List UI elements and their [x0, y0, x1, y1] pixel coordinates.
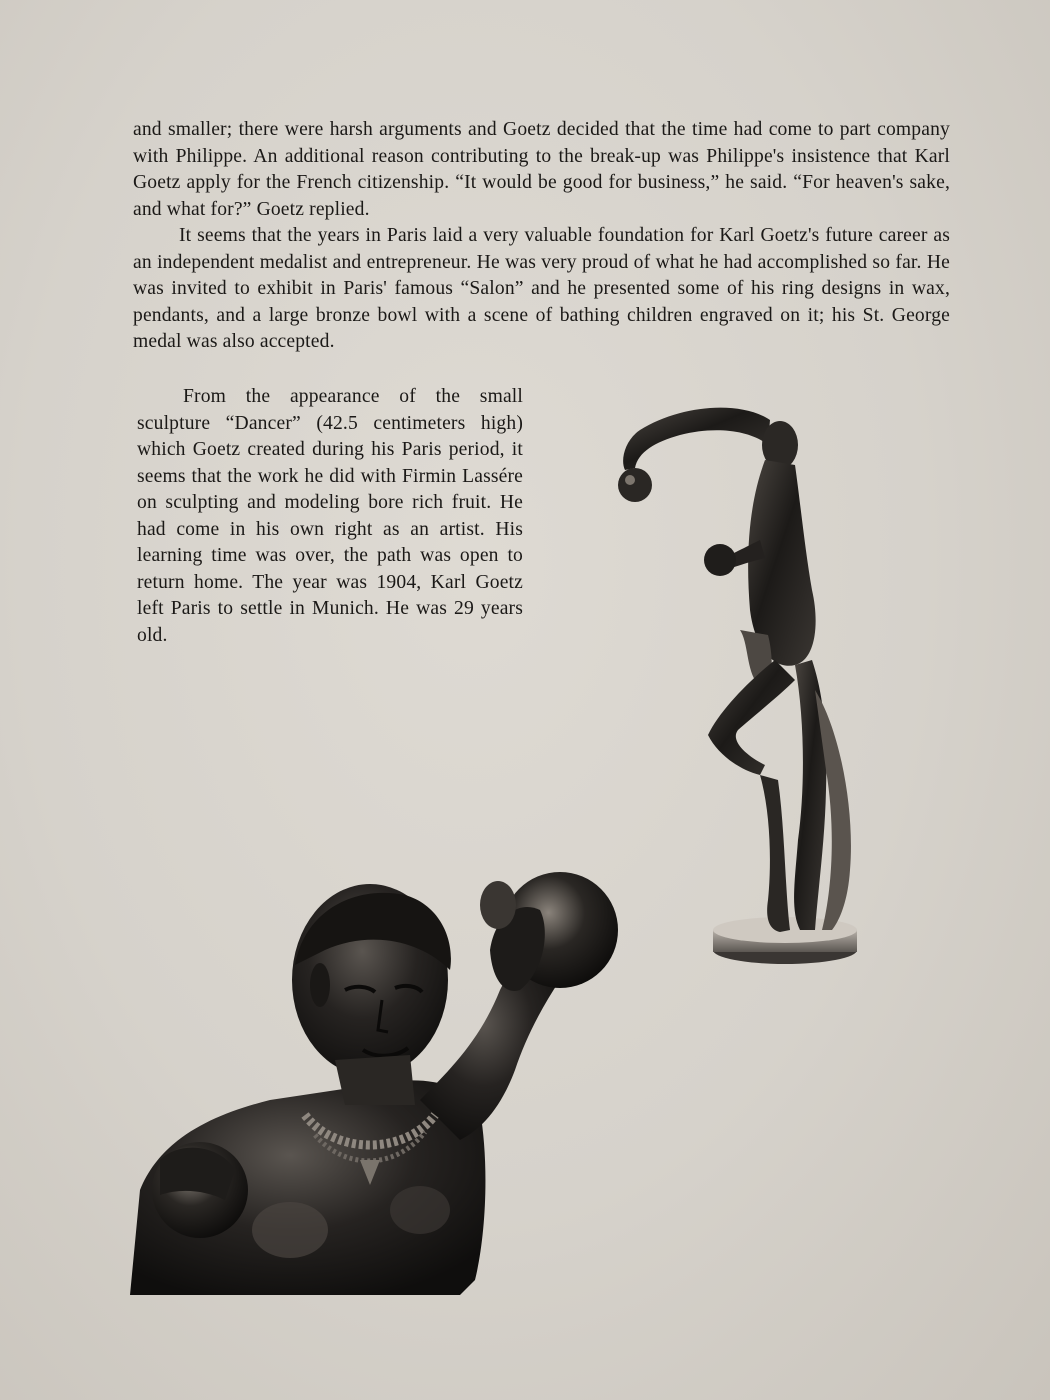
- dancer-detail-photo: [120, 870, 640, 1300]
- paragraph-3: From the appearance of the small sculpture “Dancer” (42.5 centimeters high) which Goetz created during his Paris period, it seems that the work he did with Firmin Lassére on sculpting and modeling bore rich fruit. He had come in his own right as an artist. His learning time was over, the path was open to return home. The year was 1904, Karl Goetz left Paris to settle in Munich. He was 29 years old.: [137, 386, 523, 646]
- paragraph-2: It seems that the years in Paris laid a very valuable foundation for Karl Goetz's future career as an independent medalist and entrepreneur. He was very proud of what he had accomplished so far. He was invited to exhibit in Paris' famous “Salon” and he presented some of his ring designs in wax, pendants, and a large bronze bowl with a scene of bathing children engraved on it; his St. George medal was also accepted.: [133, 225, 950, 352]
- paragraph-1: and smaller; there were harsh arguments and Goetz decided that the time had come to part company with Philippe. An additional reason contributing to the break-up was Philippe's insistence that Karl Goetz apply for the French citizenship. “It would be good for business,” he said. “For heaven's sake, and what for?” Goetz replied.: [133, 119, 950, 220]
- dancer-statue-photo: [600, 390, 880, 990]
